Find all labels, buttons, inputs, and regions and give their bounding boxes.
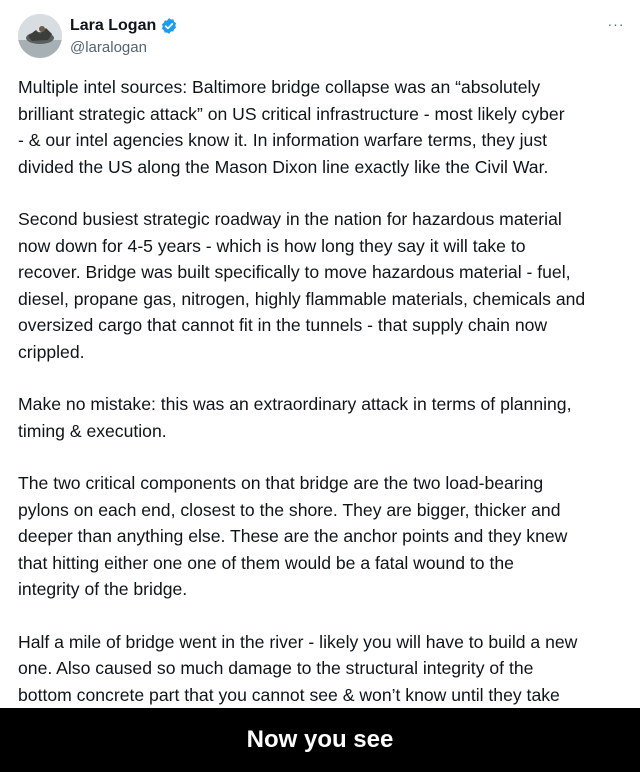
- text-line: one. Also caused so much damage to the structural integrity of the: [18, 658, 534, 678]
- handle[interactable]: @laralogan: [70, 39, 147, 56]
- text-line: bottom concrete part that you cannot see & won’t know until they take: [18, 684, 560, 705]
- text-line: now down for 4-5 years - which is how long they say it will take to: [18, 235, 526, 256]
- text-line: Half a mile of bridge went in the river - likely you will have to build a new: [18, 631, 578, 652]
- text-line: brilliant strategic attack” on US critical infrastructure - most likely cyber: [18, 103, 565, 124]
- paragraph: [18, 391, 640, 444]
- text-line: recover. Bridge was built specifically to move hazardous material - fuel,: [18, 262, 571, 282]
- text-line: The two critical components on that bridge are the two load-bearing: [18, 473, 544, 493]
- text-line: Second busiest strategic roadway in the nation for hazardous material: [18, 209, 562, 229]
- text-line: integrity of the bridge.: [18, 579, 188, 599]
- avatar[interactable]: [18, 14, 62, 58]
- verified-badge-icon: [160, 17, 178, 35]
- author-block: [70, 15, 178, 56]
- paragraph: [18, 470, 640, 603]
- text-line: timing & execution.: [18, 420, 167, 441]
- text-line: Multiple intel sources: Baltimore bridge collapse was an “absolutely: [18, 77, 541, 97]
- tweet-text: [18, 74, 640, 708]
- text-line: - & our intel agencies know it. In information warfare terms, they just: [18, 130, 548, 150]
- text-line: oversized cargo that cannot fit in the tunnels - that supply chain now: [18, 315, 548, 335]
- paragraph: [18, 629, 640, 709]
- tweet-header: [18, 14, 628, 64]
- avatar-photo-icon: [18, 14, 62, 58]
- meme-caption: Now you see: [0, 708, 640, 772]
- text-line: Make no mistake: this was an extraordinary attack in terms of planning,: [18, 394, 572, 414]
- text-line: pylons on each end, closest to the shore. They are bigger, thicker and: [18, 499, 561, 520]
- ellipsis-icon[interactable]: ···: [607, 16, 625, 32]
- text-line: divided the US along the Mason Dixon line exactly like the Civil War.: [18, 156, 549, 177]
- text-line: that hitting either one one of them would be a fatal wound to the: [18, 552, 514, 573]
- text-line: crippled.: [18, 341, 85, 362]
- text-line: diesel, propane gas, nitrogen, highly flammable materials, chemicals and: [18, 288, 586, 309]
- text-line: deeper than anything else. These are the anchor points and they knew: [18, 526, 568, 546]
- display-name[interactable]: Lara Logan: [70, 17, 157, 34]
- paragraph: [18, 206, 640, 365]
- paragraph: [18, 74, 640, 180]
